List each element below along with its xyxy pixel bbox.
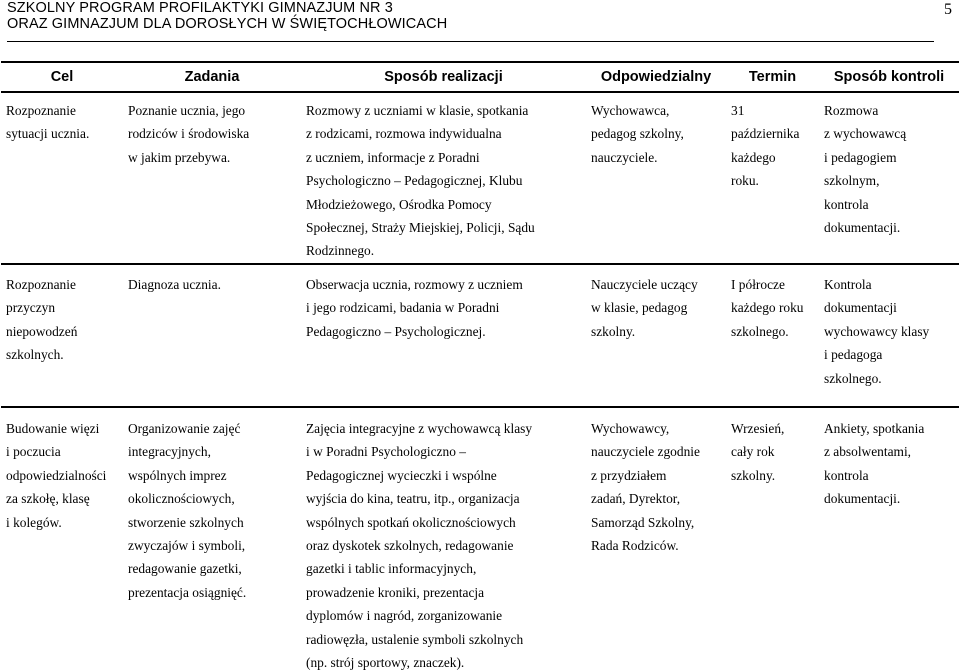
cell-line: każdego roku [731, 300, 804, 316]
column-header-sposob-kontroli: Sposób kontroli [819, 62, 959, 92]
table-header-row [1, 62, 959, 92]
cell-line: wspólnych imprez [128, 467, 227, 483]
cell-line: dyplomów i nagród, zorganizowanie [306, 608, 503, 624]
cell-line: zadań, Dyrektor, [591, 491, 681, 507]
cell-line: Pedagogicznej wycieczki i wspólne [306, 467, 497, 483]
cell-line: niepowodzeń [6, 323, 78, 339]
table-row [1, 407, 959, 671]
column-header-sposob-realizacji: Sposób realizacji [301, 62, 586, 92]
cell-line: Nauczyciele uczący [591, 277, 698, 292]
cell-zadania [123, 264, 301, 407]
cell-odpowiedzialny [586, 264, 726, 407]
cell-line: 31 [731, 103, 745, 118]
cell-line: z uczniem, informacje z Poradni [306, 149, 480, 165]
cell-line: Wychowawcy, [591, 421, 670, 436]
cell-sposob-kontroli [819, 92, 959, 264]
cell-line: w jakim przebywa. [128, 149, 231, 165]
cell-line: Zajęcia integracyjne z wychowawcą klasy [306, 421, 533, 436]
cell-sposob-realizacji [301, 92, 586, 264]
cell-line: okolicznościowych, [128, 491, 235, 507]
column-header-termin: Termin [726, 62, 819, 92]
cell-line: października [731, 126, 800, 142]
cell-line: Młodzieżowego, Ośrodka Pomocy [306, 196, 492, 212]
cell-line: w klasie, pedagog [591, 300, 688, 316]
cell-line: wychowawcy klasy [824, 323, 930, 339]
cell-line: dokumentacji [824, 300, 897, 316]
cell-line: z przydziałem [591, 467, 667, 483]
cell-line: szkolnego. [731, 323, 789, 339]
cell-termin [726, 92, 819, 264]
column-header-odpowiedzialny: Odpowiedzialny [586, 62, 726, 92]
cell-line: stworzenie szkolnych [128, 514, 244, 530]
cell-line: Wrzesień, [731, 421, 785, 436]
cell-line: wspólnych spotkań okolicznościowych [306, 514, 516, 530]
cell-line: Poznanie ucznia, jego [128, 103, 246, 118]
cell-line: kontrola [824, 467, 869, 483]
cell-line: roku. [731, 173, 759, 189]
cell-sposob-kontroli [819, 264, 959, 407]
column-header-zadania: Zadania [123, 62, 301, 92]
cell-line: szkolny. [731, 467, 776, 483]
cell-termin [726, 264, 819, 407]
cell-line: Diagnoza ucznia. [128, 277, 221, 292]
cell-termin [726, 407, 819, 671]
header-line-2: ORAZ GIMNAZJUM DLA DOROSŁYCH W ŚWIĘTOCHŁOWICACH [7, 16, 448, 32]
cell-line: szkolnym, [824, 173, 880, 189]
cell-line: prezentacja osiągnięć. [128, 584, 247, 600]
cell-line: nauczyciele zgodnie [591, 444, 700, 460]
cell-line: odpowiedzialności [6, 467, 107, 483]
cell-line: pedagog szkolny, [591, 126, 684, 142]
cell-line: radiowęzła, ustalenie symboli szkolnych [306, 631, 524, 647]
cell-line: i pedagoga [824, 347, 883, 363]
cell-line: szkolnych. [6, 347, 64, 363]
cell-line: integracyjnych, [128, 444, 211, 460]
cell-line: dokumentacji. [824, 491, 901, 507]
cell-line: kontrola [824, 196, 869, 212]
cell-line: Obserwacja ucznia, rozmowy z uczniem [306, 277, 523, 292]
cell-line: za szkołę, klasę [6, 491, 90, 507]
cell-line: i poczucia [6, 444, 61, 460]
cell-odpowiedzialny [586, 92, 726, 264]
cell-line: Wychowawca, [591, 103, 670, 118]
cell-line: Pedagogiczno – Psychologicznej. [306, 323, 486, 339]
cell-line: dokumentacji. [824, 220, 901, 236]
cell-line: nauczyciele. [591, 149, 658, 165]
cell-line: szkolny. [591, 323, 636, 339]
cell-line: cały rok [731, 444, 775, 460]
cell-line: Rozmowy z uczniami w klasie, spotkania [306, 103, 529, 118]
cell-sposob-kontroli [819, 407, 959, 671]
cell-line: Rada Rodziców. [591, 538, 679, 554]
cell-cel [1, 92, 123, 264]
cell-line: Kontrola [824, 277, 872, 292]
cell-line: i pedagogiem [824, 149, 897, 165]
cell-line: z absolwentami, [824, 444, 912, 460]
table-row [1, 264, 959, 407]
cell-line: przyczyn [6, 300, 56, 316]
cell-line: Rozpoznanie [6, 103, 76, 118]
prevention-plan-table [1, 61, 959, 671]
cell-sposob-realizacji [301, 407, 586, 671]
cell-line: Ankiety, spotkania [824, 421, 925, 436]
cell-line: oraz dyskotek szkolnych, redagowanie [306, 538, 514, 554]
cell-line: Samorząd Szkolny, [591, 514, 695, 530]
cell-line: Organizowanie zajęć [128, 421, 241, 436]
cell-line: i jego rodzicami, badania w Poradni [306, 300, 500, 316]
cell-line: wyjścia do kina, teatru, itp., organizacja [306, 491, 520, 507]
cell-line: szkolnego. [824, 370, 882, 386]
header-rule [7, 41, 934, 42]
cell-line: redagowanie gazetki, [128, 561, 242, 577]
table-row [1, 92, 959, 264]
cell-line: sytuacji ucznia. [6, 126, 90, 142]
cell-line: i kolegów. [6, 514, 62, 530]
cell-line: Społecznej, Straży Miejskiej, Policji, Sądu [306, 220, 535, 236]
cell-line: z wychowawcą [824, 126, 907, 142]
cell-line: prowadzenie kroniki, prezentacja [306, 584, 485, 600]
cell-line: Rozmowa [824, 103, 879, 118]
cell-line: Rodzinnego. [306, 243, 375, 259]
cell-cel [1, 407, 123, 671]
cell-line: I półrocze [731, 277, 785, 292]
page-number: 5 [944, 1, 952, 18]
column-header-cel: Cel [1, 62, 123, 92]
cell-line: rodziców i środowiska [128, 126, 250, 142]
cell-cel [1, 264, 123, 407]
cell-line: Psychologiczno – Pedagogicznej, Klubu [306, 173, 523, 189]
cell-line: Rozpoznanie [6, 277, 76, 292]
cell-line: (np. strój sportowy, znaczek). [306, 655, 465, 671]
cell-zadania [123, 92, 301, 264]
cell-line: i w Poradni Psychologiczno – [306, 444, 466, 460]
cell-line: z rodzicami, rozmowa indywidualna [306, 126, 502, 142]
cell-line: gazetki i tablic informacyjnych, [306, 561, 477, 577]
cell-line: Budowanie więzi [6, 421, 100, 436]
cell-line: zwyczajów i symboli, [128, 538, 246, 554]
cell-zadania [123, 407, 301, 671]
cell-odpowiedzialny [586, 407, 726, 671]
header-line-1: SZKOLNY PROGRAM PROFILAKTYKI GIMNAZJUM NR 3 [7, 0, 393, 16]
cell-line: każdego [731, 149, 776, 165]
cell-sposob-realizacji [301, 264, 586, 407]
document-header [7, 0, 953, 32]
